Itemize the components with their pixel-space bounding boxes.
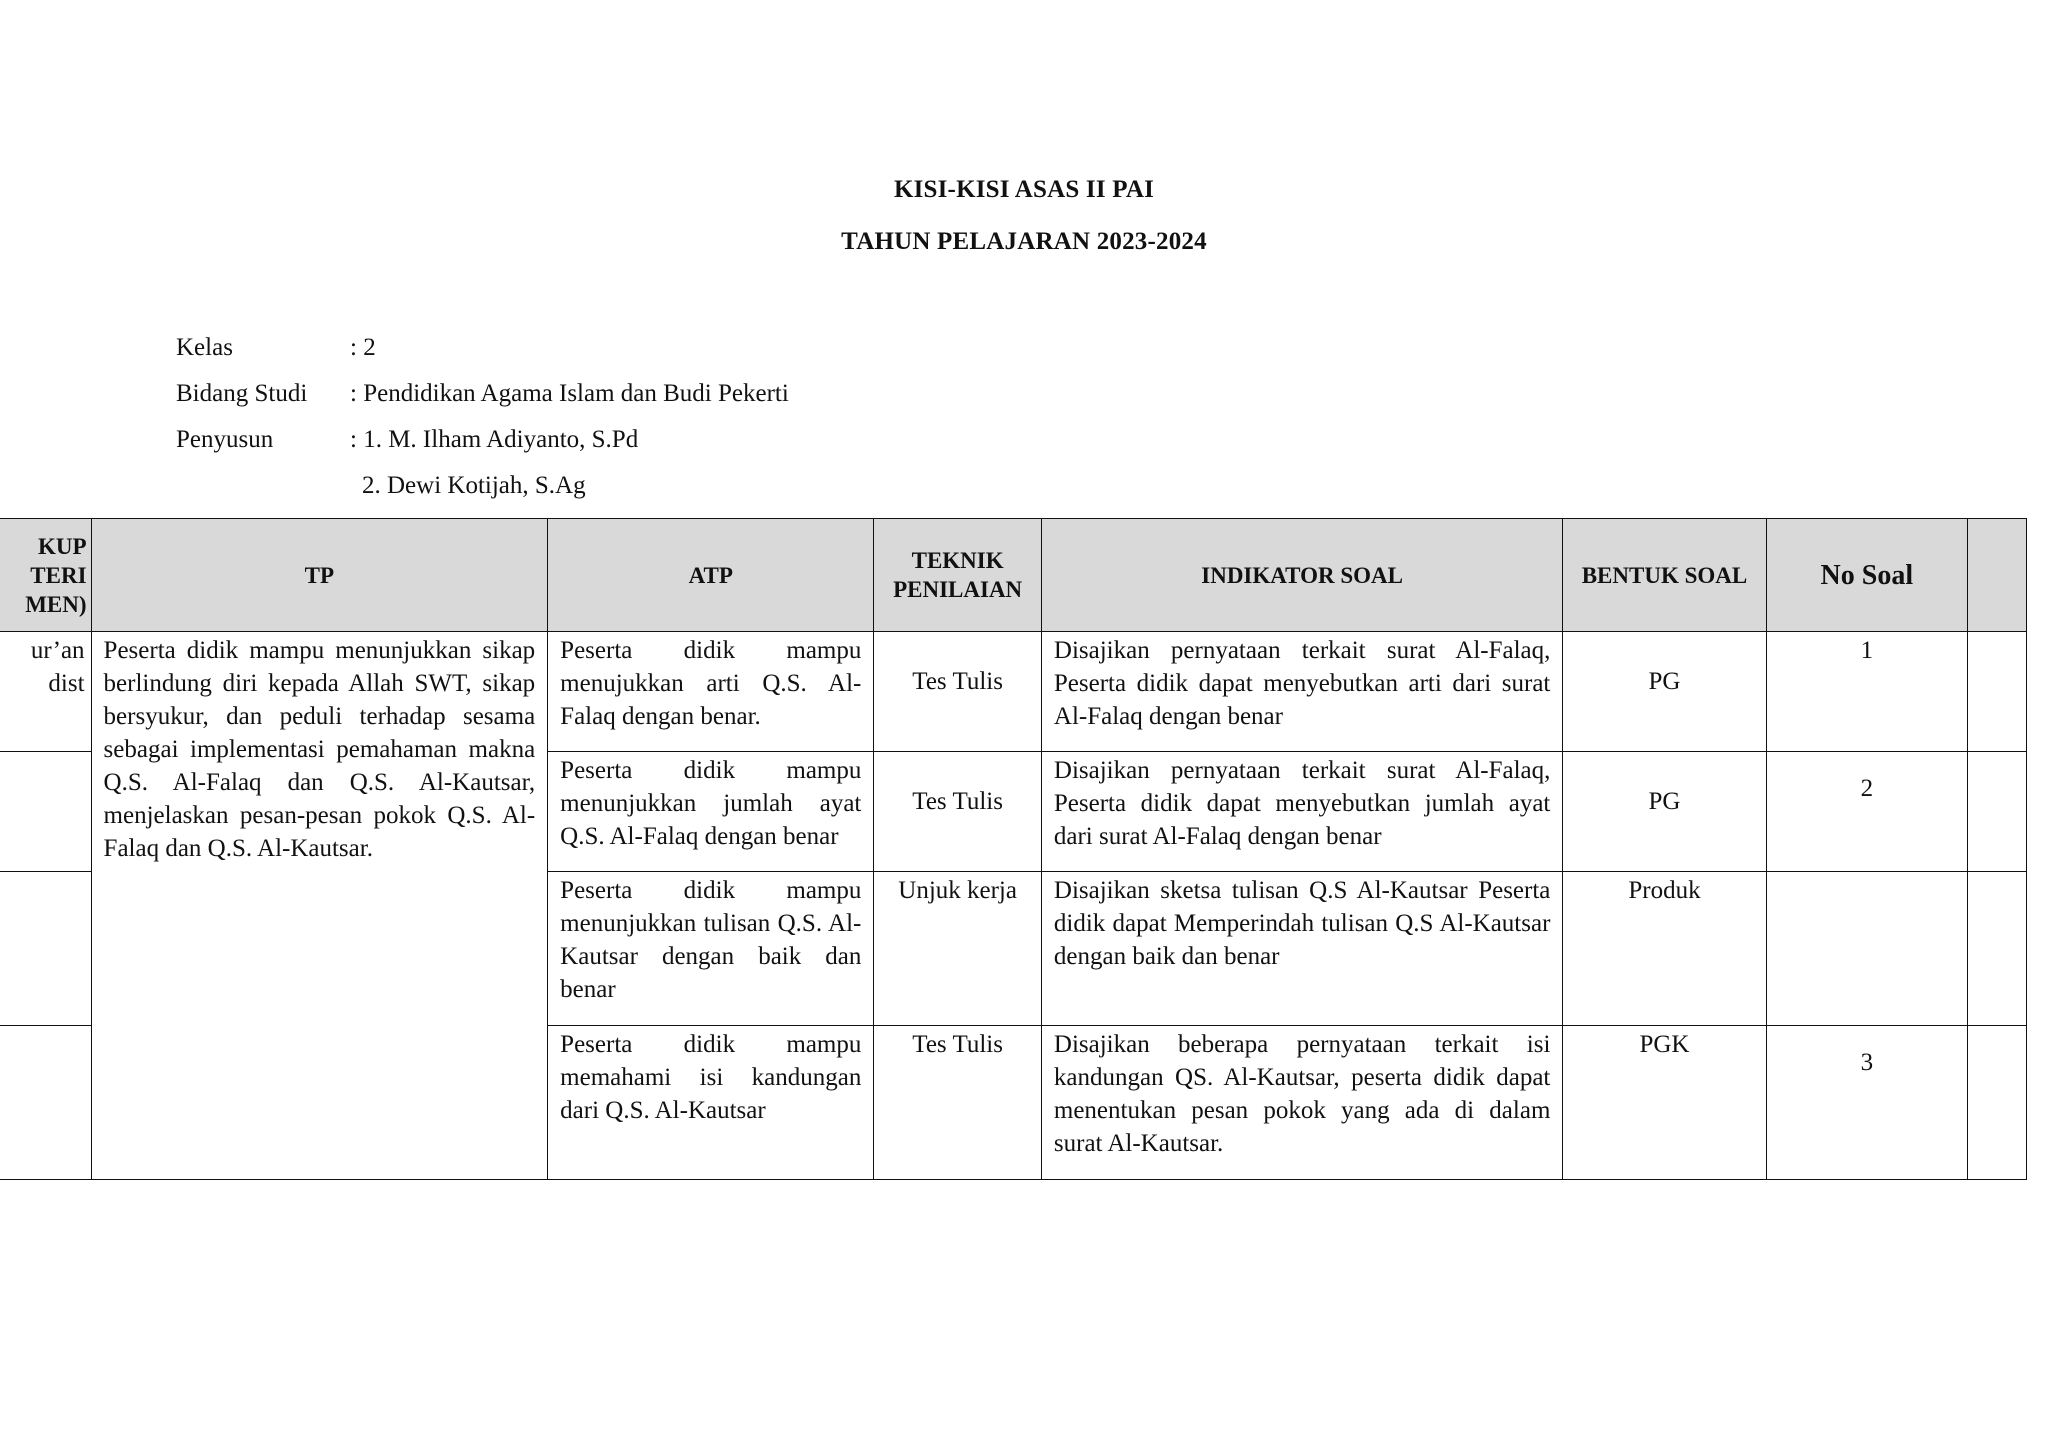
penyusun-value-2: 2. Dewi Kotijah, S.Ag xyxy=(362,472,586,499)
document-subtitle: TAHUN PELAJARAN 2023-2024 xyxy=(841,228,1207,255)
teknik-cell: Tes Tulis xyxy=(874,752,1042,872)
bentuk-cell: PG xyxy=(1563,752,1766,872)
ruang-lingkup-cell xyxy=(0,1026,91,1180)
teknik-cell: Tes Tulis xyxy=(874,632,1042,752)
bidang-studi-value: : Pendidikan Agama Islam dan Budi Pekerti xyxy=(350,380,789,407)
teknik-cell: Tes Tulis xyxy=(874,1026,1042,1180)
atp-cell: Peserta didik mampu memahami isi kandungan dari Q.S. Al-Kautsar xyxy=(548,1026,874,1180)
atp-cell: Peserta didik mampu menunjukkan tulisan Q.S. Al-Kautsar dengan baik dan benar xyxy=(548,872,874,1026)
indikator-cell: Disajikan sketsa tulisan Q.S Al-Kautsar Peserta didik dapat Memperindah tulisan Q.S Al-Kautsar dengan baik dan benar xyxy=(1041,872,1563,1026)
document-title: KISI-KISI ASAS II PAI xyxy=(893,176,1155,203)
header-teknik-penilaian: TEKNIK PENILAIAN xyxy=(874,519,1042,632)
table-header-row xyxy=(0,519,2027,632)
penyusun-value-1: : 1. M. Ilham Adiyanto, S.Pd xyxy=(350,426,639,453)
header-no-soal: No Soal xyxy=(1766,519,1968,632)
extra-cell xyxy=(1968,1026,2027,1180)
indikator-cell: Disajikan pernyataan terkait surat Al-Falaq, Peserta didik dapat menyebutkan jumlah ayat dari surat Al-Falaq dengan benar xyxy=(1041,752,1563,872)
bentuk-cell: PG xyxy=(1563,632,1766,752)
extra-cell xyxy=(1968,752,2027,872)
header-ruang-lingkup: KUP TERI MEN) xyxy=(0,519,91,632)
bentuk-cell: Produk xyxy=(1563,872,1766,1026)
header-indikator-soal: INDIKATOR SOAL xyxy=(1041,519,1563,632)
no-soal-cell: 3 xyxy=(1766,1026,1968,1180)
ruang-lingkup-cell xyxy=(0,752,91,872)
kelas-value: : 2 xyxy=(350,334,376,361)
header-tp: TP xyxy=(91,519,548,632)
ruang-lingkup-cell xyxy=(0,872,91,1026)
teknik-cell: Unjuk kerja xyxy=(874,872,1042,1026)
ruang-lingkup-cell: ur’an dist xyxy=(0,632,91,752)
header-bentuk-soal: BENTUK SOAL xyxy=(1563,519,1766,632)
header-extra-column xyxy=(1968,519,2027,632)
table-row xyxy=(0,632,2027,752)
no-soal-cell: 2 xyxy=(1766,752,1968,872)
no-soal-cell: 1 xyxy=(1766,632,1968,752)
indikator-cell: Disajikan beberapa pernyataan terkait isi kandungan QS. Al-Kautsar, peserta didik dapat menentukan pesan pokok yang ada di dalam surat Al-Kautsar. xyxy=(1041,1026,1563,1180)
atp-cell: Peserta didik mampu menujukkan arti Q.S. Al-Falaq dengan benar. xyxy=(548,632,874,752)
indikator-cell: Disajikan pernyataan terkait surat Al-Falaq, Peserta didik dapat menyebutkan arti dari surat Al-Falaq dengan benar xyxy=(1041,632,1563,752)
atp-cell: Peserta didik mampu menunjukkan jumlah ayat Q.S. Al-Falaq dengan benar xyxy=(548,752,874,872)
no-soal-cell xyxy=(1766,872,1968,1026)
penyusun-label: Penyusun xyxy=(176,426,274,453)
bidang-studi-label: Bidang Studi xyxy=(176,380,308,407)
header-atp: ATP xyxy=(548,519,874,632)
kisi-kisi-table xyxy=(0,518,2027,1180)
kelas-label: Kelas xyxy=(176,334,233,361)
extra-cell xyxy=(1968,632,2027,752)
bentuk-cell: PGK xyxy=(1563,1026,1766,1180)
tp-cell: Peserta didik mampu menunjukkan sikap berlindung diri kepada Allah SWT, sikap bersyukur, dan peduli terhadap sesama sebagai implementasi pemahaman makna Q.S. Al-Falaq dan Q.S. Al-Kautsar, menjelaskan pesan-pesan pokok Q.S. Al-Falaq dan Q.S. Al-Kautsar. xyxy=(91,632,548,1180)
extra-cell xyxy=(1968,872,2027,1026)
